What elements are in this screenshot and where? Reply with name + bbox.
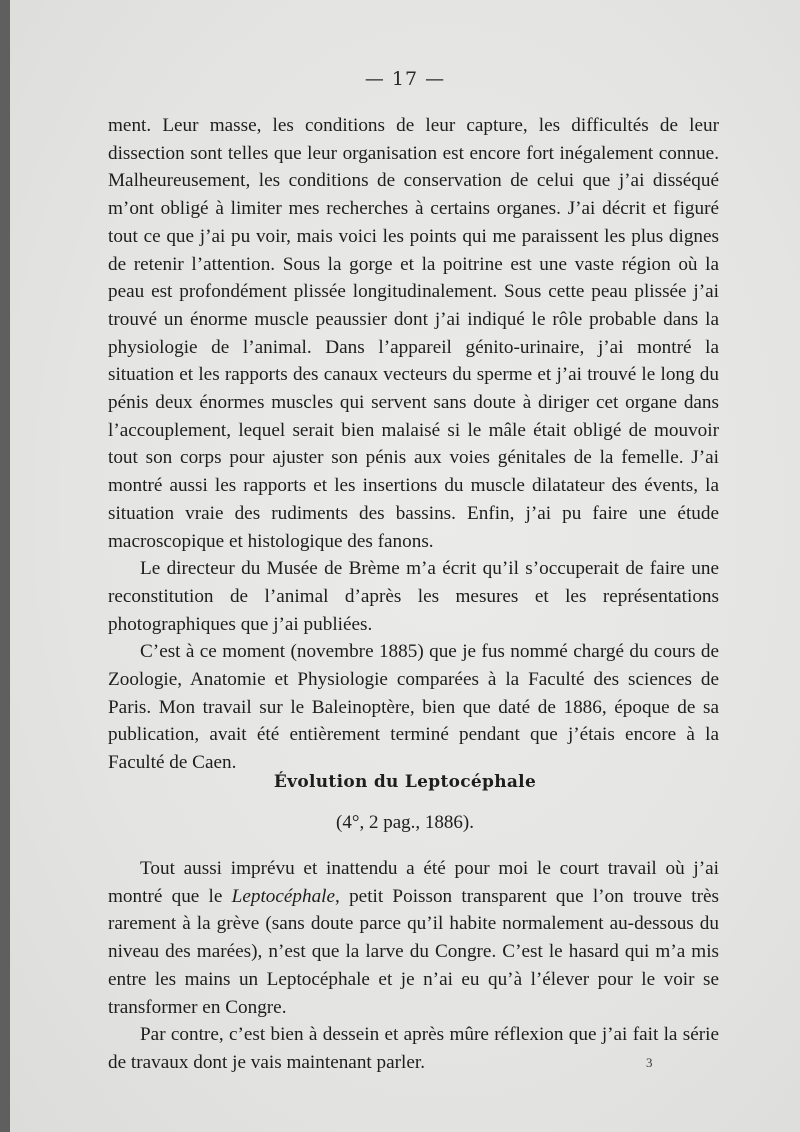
section-reference: (4°, 2 pag., 1886). <box>336 812 474 833</box>
paragraph-leptocephale-start: Tout aussi imprévu et inattendu a été pour moi le court travail où j’ai montré que le <box>108 858 719 907</box>
paragraph-anatomy: ment. Leur masse, les conditions de leur capture, les difficultés de leur dissection sont telles que leur organisation est encore fort inégalement connue. Malheureusement, les conditions de conservation de celui que j’ai disséqué m’ont obligé à limiter mes recherches à certains organes. J’ai décrit et figuré tout ce que j’ai pu voir, mais voici les points qui me paraissent les plus dignes de retenir l’attention. Sous la gorge et la poitrine est une vaste région où la peau est profondément plissée longitudinalement. Sous cette peau plissée j’ai trouvé un énorme muscle peaussier dont j’ai indiqué le rôle probable dans la physiologie de l’animal. Dans l’appareil génito-urinaire, j’ai montré la situation et les rapports des canaux vecteurs du sperme et j’ai trouvé le long du pénis deux énormes muscles qui servent sans doute à diriger cet organe dans l’accouplement, lequel serait bien malaisé si le mâle était obligé de mouvoir tout son corps pour ajuster son pénis aux voies génitales de la femelle. J’ai montré aussi les rapports et les insertions du muscle dilatateur des évents, la situation vraie des rudiments des bassins. Enfin, j’ai pu faire une étude macroscopique et histologique des fanons. <box>108 115 719 552</box>
body-text-bottom <box>108 855 719 1077</box>
paragraph-closing: Par contre, c’est bien à dessein et après mûre réflexion que j’ai fait la série de travaux dont je vais maintenant parler. <box>108 1024 719 1073</box>
page-number: — 17 — <box>364 68 446 90</box>
leptocephale-italic: Leptocéphale <box>231 885 336 907</box>
paragraph-leptocephale-end: , petit Poisson transparent que l’on trouve très rarement à la grève (sans doute parce qu’il habite normalement au-dessous du niveau des marées), n’est que la larve du Congre. C’est le hasard qui m’a mis entre les mains un Leptocéphale et je n’ai eu qu’à l’élever pour le voir se transformer en Congre. <box>108 885 719 1018</box>
section-heading: Évolution du Leptocéphale <box>273 772 537 792</box>
signature-mark: 3 <box>646 1055 653 1070</box>
paragraph-nomination: C’est à ce moment (novembre 1885) que je fus nommé chargé du cours de Zoologie, Anatomie et Physiologie comparées à la Faculté des sciences de Paris. Mon travail sur le Baleinoptère, bien que daté de 1886, époque de sa publication, avait été entièrement terminé pendant que j’étais encore à la Faculté de Caen. <box>108 641 719 774</box>
paragraph-museum: Le directeur du Musée de Brème m’a écrit qu’il s’occuperait de faire une reconstitution de l’animal d’après les mesures et les représentations photographiques que j’ai publiées. <box>108 558 719 635</box>
body-text-top <box>108 112 719 777</box>
paragraph-leptocephale <box>108 855 719 1021</box>
book-page <box>10 0 800 1132</box>
